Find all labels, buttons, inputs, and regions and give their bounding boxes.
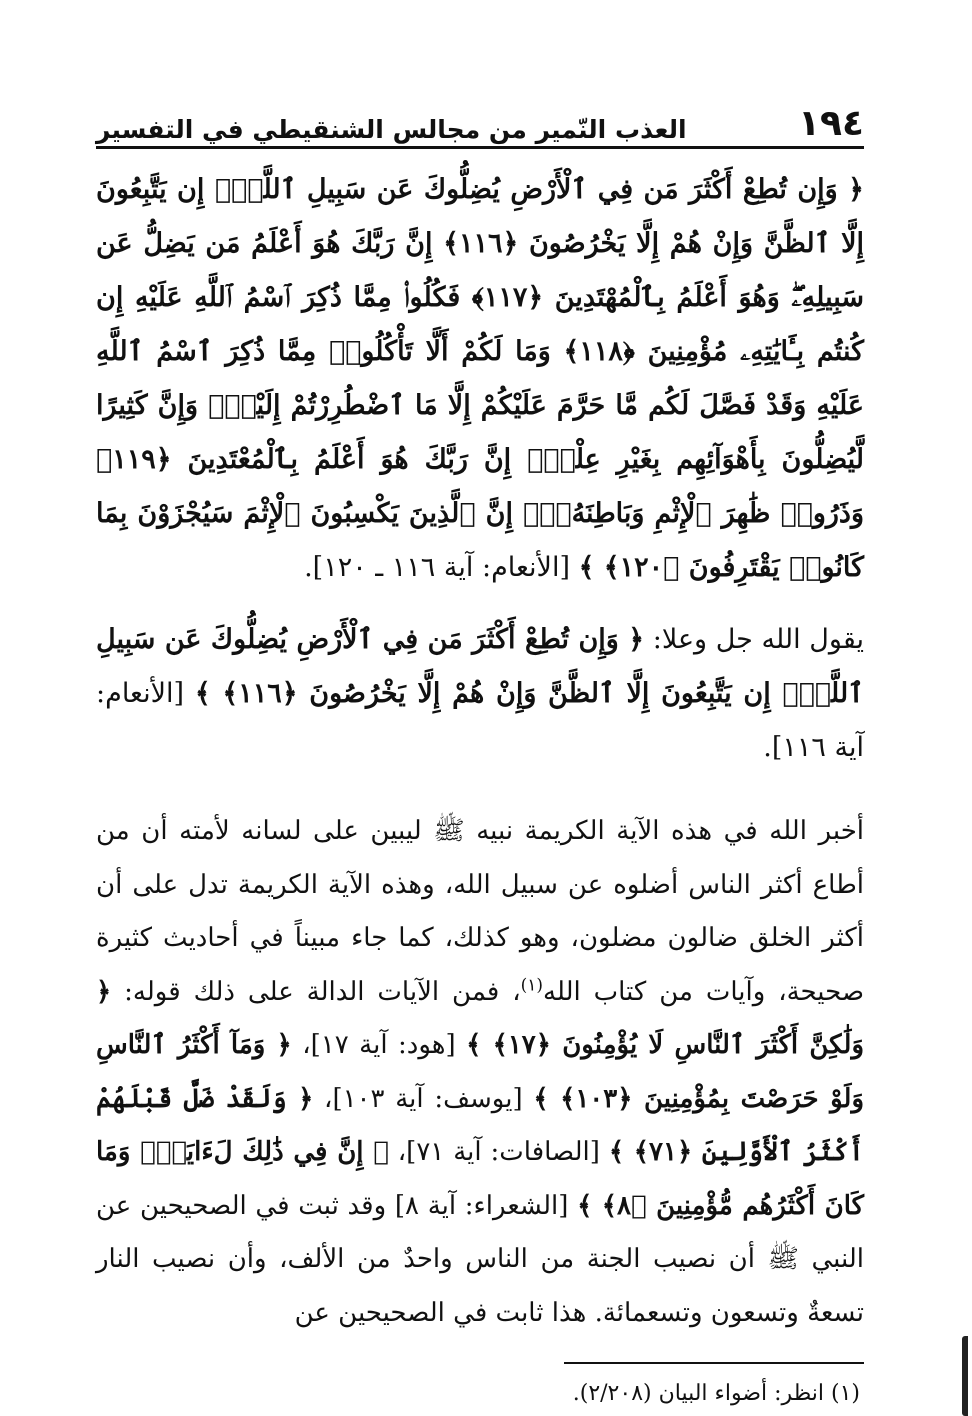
citation-yusuf: [يوسف: آية ١٠٣]، bbox=[324, 1083, 523, 1114]
commentary-text-a: أخبر الله في هذه الآية الكريمة نبيه ﷺ ليبين على لسانه لأمته أن من أطاع أكثر الناس أضلوه عن سبيل الله، وهذه الآية الكريمة تدل على أن أكثر الخلق ضالون مضلون، وهو كذلك، كما جاء مبيناً في أحاديث كثيرة صحيحة، وآيات من كتاب الله bbox=[96, 816, 865, 1007]
footnote-text: انظر: أضواء البيان (٢/٢٠٨). bbox=[572, 1381, 824, 1406]
verse-yusuf: ﴿ وَمَآ أَكْثَرُ ٱلنَّاسِ وَلَوْ حَرَصْتَ بِمُؤْمِنِينَ ﴿١٠٣﴾ ﴾ bbox=[96, 1030, 865, 1114]
paragraph-intro bbox=[96, 613, 864, 775]
intro-citation: [الأنعام: آية ١١٦]. bbox=[96, 678, 864, 763]
footnote-marker: (١) bbox=[830, 1381, 860, 1406]
page bbox=[96, 92, 864, 1409]
footnote-reference[interactable]: (١) bbox=[520, 974, 544, 995]
commentary-text-b: ، فمن الآيات الدالة على ذلك قوله: bbox=[124, 976, 521, 1007]
footnote bbox=[96, 1380, 864, 1409]
citation-shuara: [الشعراء: آية ٨] bbox=[394, 1190, 569, 1221]
running-title: العذب النّمير من مجالس الشنقيطي في التفسير bbox=[96, 115, 687, 144]
intro-verse: ﴿ وَإِن تُطِعْ أَكْثَرَ مَن فِي ٱلْأَرْضِ يُضِلُّوكَ عَن سَبِيلِ ٱللَّهِۚ إِن يَتَّبِعُونَ إِلَّا ٱلظَّنَّ وَإِنْ هُمْ إِلَّا يَخْرُصُونَ ﴿١١٦﴾ ﴾ bbox=[96, 624, 864, 709]
citation-hud: [هود: آية ١٧]، bbox=[302, 1030, 456, 1060]
footnote-divider bbox=[564, 1362, 864, 1364]
quran-quote-block bbox=[96, 163, 864, 595]
citation-saffat: [الصافات: آية ٧١]، bbox=[397, 1137, 600, 1167]
quran-verses: ﴿ وَإِن تُطِعْ أَكْثَرَ مَن فِي ٱلْأَرْضِ يُضِلُّوكَ عَن سَبِيلِ ٱللَّهِۚ إِن يَتَّبِعُونَ إِلَّا ٱلظَّنَّ وَإِنْ هُمْ إِلَّا يَخْرُصُونَ ﴿١١٦﴾ إِنَّ رَبَّكَ هُوَ أَعْلَمُ مَن يَضِلُّ عَن سَبِيلِهِۦۖ وَهُوَ أَعْلَمُ بِٱلْمُهْتَدِينَ ﴿١١٧﴾ فَكُلُوا۟ مِمَّا ذُكِرَ ٱسْمُ ٱللَّهِ عَلَيْهِ إِن كُنتُم بِـَٔايَٰتِهِۦ مُؤْمِنِينَ ﴿١١٨﴾ وَمَا لَكُمْ أَلَّا تَأْكُلُوا۟ مِمَّا ذُكِرَ ٱسْمُ ٱللَّهِ عَلَيْهِ وَقَدْ فَصَّلَ لَكُم مَّا حَرَّمَ عَلَيْكُمْ إِلَّا مَا ٱضْطُرِرْتُمْ إِلَيْهِۗ وَإِنَّ كَثِيرًا لَّيُضِلُّونَ بِأَهْوَآئِهِم بِغَيْرِ عِلْمٍۗ إِنَّ رَبَّكَ هُوَ أَعْلَمُ بِٱلْمُعْتَدِينَ ﴿١١٩﴾ وَذَرُوا۟ ظَٰهِرَ ٱلْإِثْمِ وَبَاطِنَهُۥٓۚ إِنَّ ٱلَّذِينَ يَكْسِبُونَ ٱلْإِثْمَ سَيُجْزَوْنَ بِمَا كَانُوا۟ يَقْتَرِفُونَ ﴿١٢٠﴾ ﴾ bbox=[96, 174, 864, 583]
verse-saffat: ﴿ وَلَقَدْ ضَلَّ قَبْلَهُمْ أَكْثَرُ ٱلْأَوَّلِينَ ﴿٧١﴾ ﴾ bbox=[96, 1083, 864, 1167]
verse-hud: ﴿ وَلَٰكِنَّ أَكْثَرَ ٱلنَّاسِ لَا يُؤْمِنُونَ ﴿١٧﴾ ﴾ bbox=[96, 976, 865, 1060]
intro-lead: يقول الله جل وعلا: bbox=[652, 624, 865, 655]
commentary-text-c: وقد ثبت في الصحيحين عن النبي ﷺ أن نصيب الجنة من الناس واحدٌ من الألف، وأن نصيب النار تسعةٌ وتسعون وتسعمائة. هذا ثابت في الصحيحين عن bbox=[96, 1190, 864, 1328]
paragraph-commentary bbox=[96, 805, 864, 1340]
page-header bbox=[96, 92, 864, 149]
verse-citation: [الأنعام: آية ١١٦ ـ ١٢٠]. bbox=[304, 552, 570, 583]
verse-shuara: ﴿ إِنَّ فِي ذَٰلِكَ لَءَايَةًۖ وَمَا كَانَ أَكْثَرُهُم مُّؤْمِنِينَ ﴿٨﴾ ﴾ bbox=[96, 1137, 865, 1221]
page-number: ١٩٤ bbox=[798, 103, 864, 144]
scan-edge-mark bbox=[962, 1336, 968, 1416]
